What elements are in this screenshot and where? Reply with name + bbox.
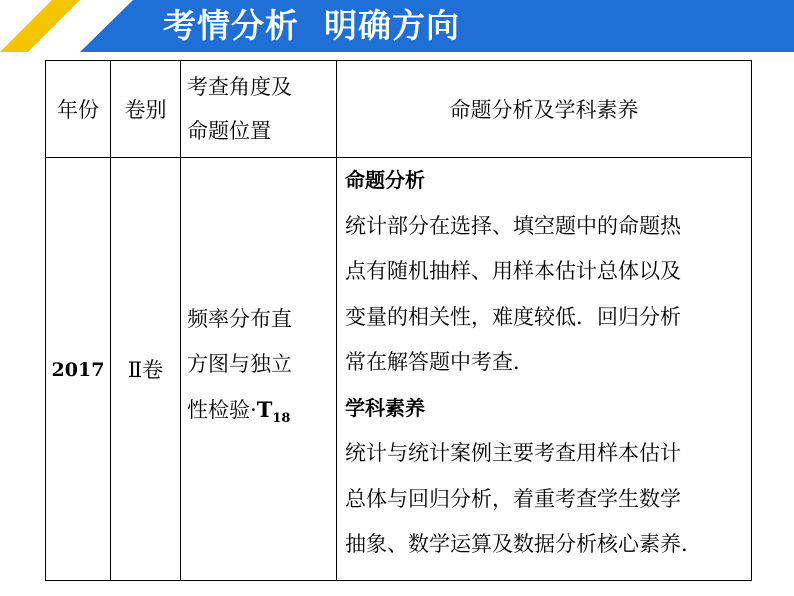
header-analysis: 命题分析及学科素养 (337, 61, 752, 158)
cell-angle: 频率分布直 方图与独立 性检验$\cdot T_{18}$ (181, 158, 337, 581)
banner-title: 考情分析 明确方向 (163, 6, 460, 45)
header-banner (0, 0, 794, 52)
header-angle: 考查角度及 命题位置 (181, 61, 337, 158)
literacy-title: 学科素养 (345, 395, 425, 420)
banner-yellow-stripe (0, 0, 80, 52)
angle-line3: 性检验$\cdot T_{18}$ (187, 397, 291, 426)
cell-analysis: 命题分析 统计部分在选择、填空题中的命题热 点有随机抽样、用样本估计总体以及 变量的相关性，难度较低．回归分析 常在解答题中考查． 学科素养 统计与统计案例主要考查用样本估计 总体与回归分析，着重考查学生数学 抽象、数学运算及数据分析核心素养. (337, 158, 752, 581)
header-year: 年份 (46, 61, 111, 158)
cell-volume: Ⅱ卷 (111, 158, 181, 581)
table-header-row (46, 61, 752, 158)
header-volume: 卷别 (111, 61, 181, 158)
analysis-title: 命题分析 (345, 168, 425, 192)
exam-analysis-table (45, 60, 752, 581)
table-row (46, 158, 752, 581)
cell-year: 2017 (46, 158, 111, 581)
